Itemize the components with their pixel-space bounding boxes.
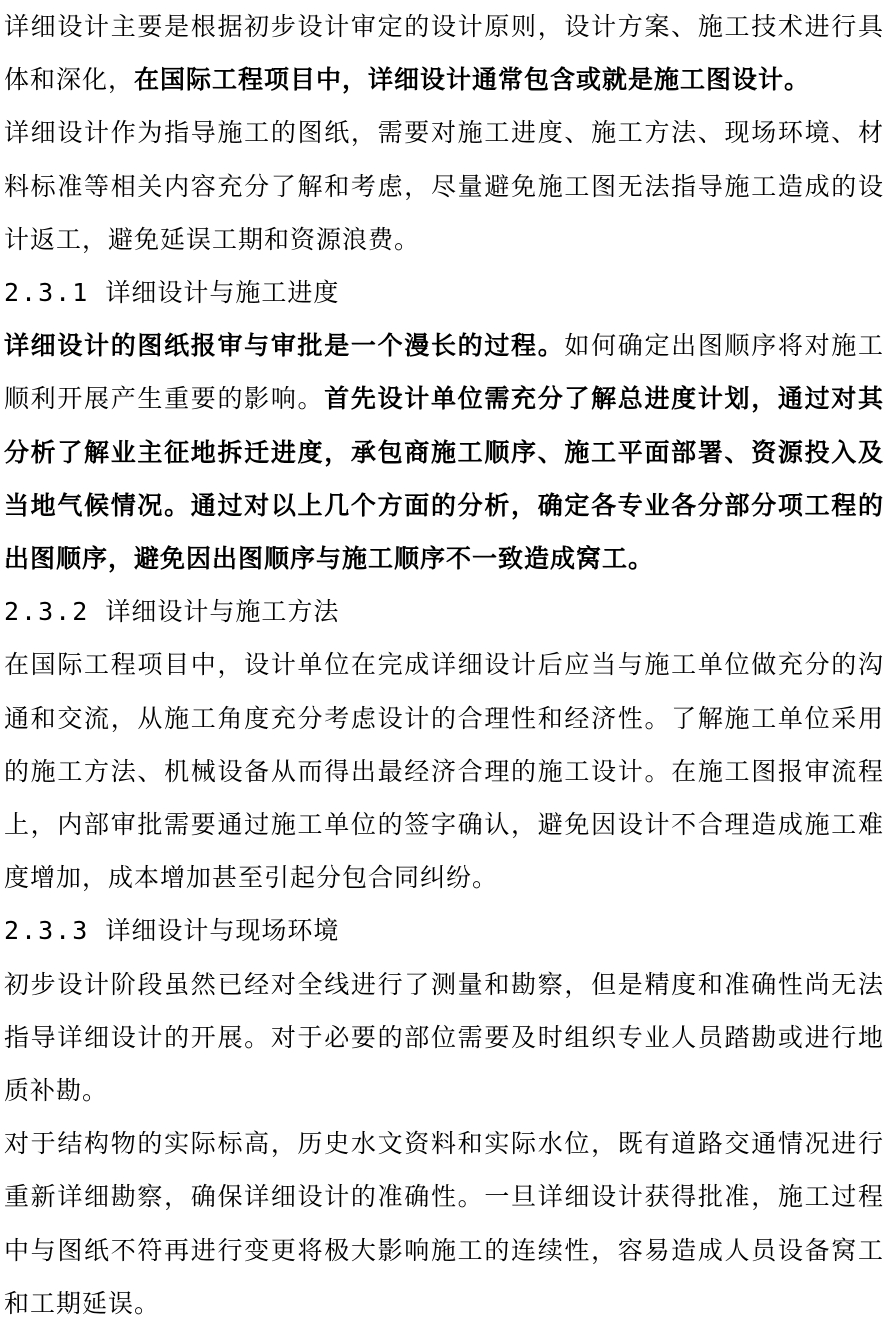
paragraph-construction-method bbox=[4, 638, 884, 904]
paragraph-text: 在国际工程项目中，设计单位在完成详细设计后应当与施工单位做充分的沟通和交流，从施工角度充分考虑设计的合理性和经济性。了解施工单位采用的施工方法、机械设备从而得出最经济合理的施工设计。在施工图报审流程上，内部审批需要通过施工单位的签字确认，避免因设计不合理造成施工难度增加，成本增加甚至引起分包合同纠纷。 bbox=[4, 650, 884, 893]
paragraph-site-survey bbox=[4, 958, 884, 1118]
section-title: 详细设计与施工方法 bbox=[105, 597, 340, 627]
section-heading-2-3-3 bbox=[4, 904, 884, 957]
section-heading-2-3-1 bbox=[4, 266, 884, 319]
paragraph-text: 如何确定出图顺序将对施工顺利开展产生重要的影响。 bbox=[4, 331, 884, 414]
paragraph-detailed-design-definition bbox=[4, 0, 884, 106]
paragraph-bold-text: 在国际工程项目中，详细设计通常包含或就是施工图设计。 bbox=[134, 65, 811, 95]
section-heading-2-3-2 bbox=[4, 585, 884, 638]
document-body bbox=[4, 0, 884, 1330]
section-number: 2.3.2 bbox=[4, 597, 90, 627]
paragraph-text: 详细设计主要是根据初步设计审定的设计原则，设计方案、施工技术进行具体和深化， bbox=[4, 12, 884, 95]
paragraph-detailed-design-guidance bbox=[4, 106, 884, 266]
paragraph-text: 对于结构物的实际标高，历史水文资料和实际水位，既有道路交通情况进行重新详细勘察，确保详细设计的准确性。一旦详细设计获得批准，施工过程中与图纸不符再进行变更将极大影响施工的连续性，容易造成人员设备窝工和工期延误。 bbox=[4, 1129, 884, 1318]
paragraph-bold-text: 详细设计的图纸报审与审批是一个漫长的过程。 bbox=[4, 331, 565, 361]
paragraph-detailed-survey bbox=[4, 1117, 884, 1330]
section-title: 详细设计与现场环境 bbox=[105, 916, 340, 946]
section-number: 2.3.3 bbox=[4, 916, 90, 946]
paragraph-text: 初步设计阶段虽然已经对全线进行了测量和勘察，但是精度和准确性尚无法指导详细设计的开展。对于必要的部位需要及时组织专业人员踏勘或进行地质补勘。 bbox=[4, 969, 884, 1106]
section-number: 2.3.1 bbox=[4, 278, 90, 308]
paragraph-bold-text: 首先设计单位需充分了解总进度计划，通过对其分析了解业主征地拆迁进度，承包商施工顺序、施工平面部署、资源投入及当地气候情况。通过对以上几个方面的分析，确定各专业各分部分项工程的出图顺序，避免因出图顺序与施工顺序不一致造成窝工。 bbox=[4, 384, 884, 574]
section-title: 详细设计与施工进度 bbox=[105, 278, 340, 308]
paragraph-construction-schedule bbox=[4, 319, 884, 585]
paragraph-text: 详细设计作为指导施工的图纸，需要对施工进度、施工方法、现场环境、材料标准等相关内容充分了解和考虑，尽量避免施工图无法指导施工造成的设计返工，避免延误工期和资源浪费。 bbox=[4, 118, 884, 254]
